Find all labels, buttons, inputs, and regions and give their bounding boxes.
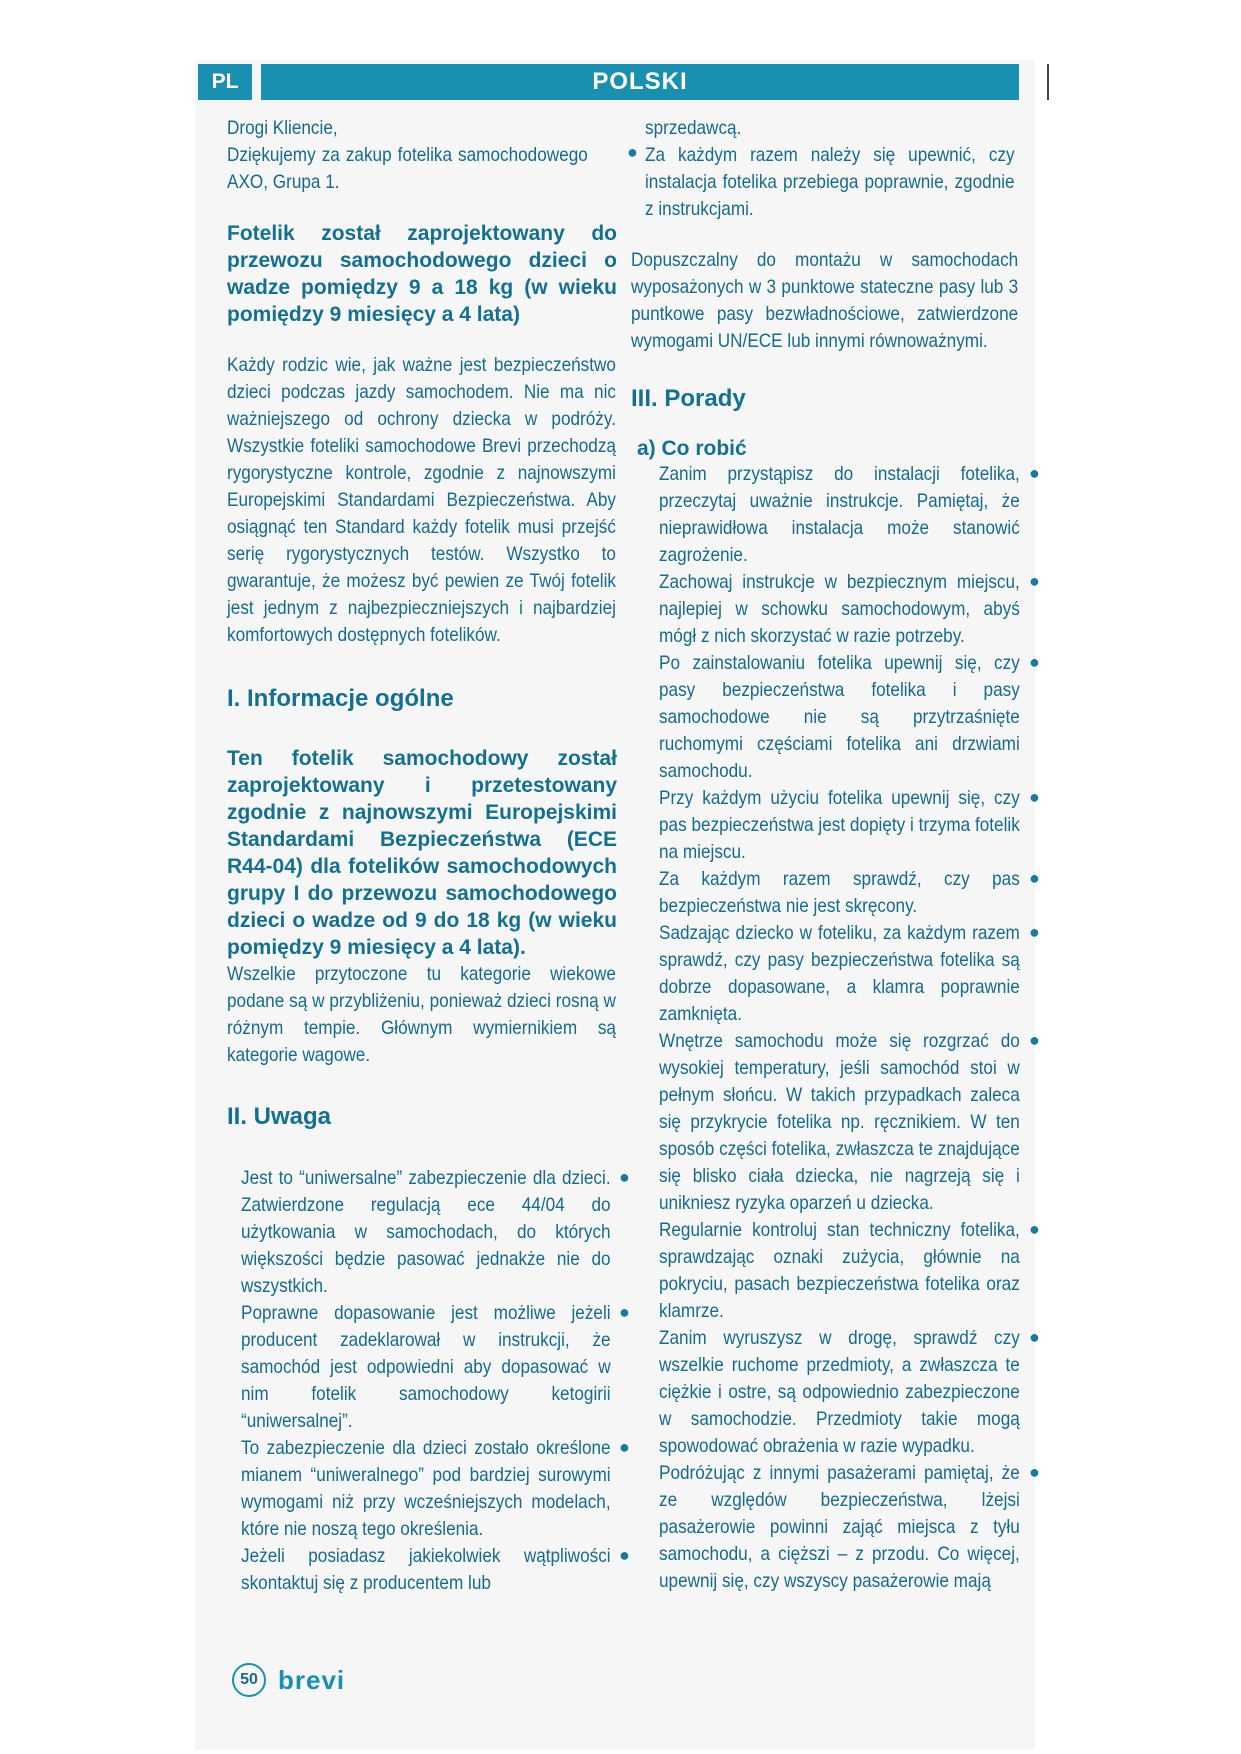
bullet-icon: ● bbox=[1029, 1327, 1040, 1347]
bullet-icon: ● bbox=[1029, 1030, 1040, 1050]
page-footer bbox=[232, 1663, 345, 1697]
greeting: Drogi Kliencie, bbox=[227, 117, 338, 139]
list-item: ● Przy każdym użyciu fotelika upewnij się, czy pas bezpieczeństwa jest dopięty i trzyma fotelik na miejscu. bbox=[659, 787, 1040, 863]
bullet-icon: ● bbox=[1029, 1219, 1040, 1239]
approval-paragraph: Dopuszczalny do montażu w samochodach wyposażonych w 3 punktowe stateczne pasy lub 3 puntkowe pasy bezwładnościowe, zatwierdzone wymogami UN/ECE lub innymi równoważnymi. bbox=[631, 249, 1019, 352]
bullet-icon: ● bbox=[1029, 922, 1040, 942]
page-number: 50 bbox=[232, 1663, 266, 1697]
list-item: ● Poprawne dopasowanie jest możliwe jeżeli producent zadeklarował w instrukcji, że samochód jest odpowiedni aby dopasować w nim fotelik samochodowy ketogirii “uniwersalnej”. bbox=[241, 1302, 630, 1432]
list-item: ● To zabezpieczenie dla dzieci zostało określone mianem “uniweralnego” pod bardziej surowymi wymogami niż przy wcześniejszych modelach, które nie noszą tego określenia. bbox=[241, 1437, 630, 1540]
subsection-a-title: a) Co robić bbox=[637, 437, 747, 460]
bullet-icon: ● bbox=[1029, 868, 1040, 888]
list-item: ● Za każdym razem należy się upewnić, czy instalacja fotelika przebiega poprawnie, zgodnie z instrukcjami. bbox=[627, 142, 1015, 220]
section-1-bold-text: Ten fotelik samochodowy został zaprojektowany i przetestowany zgodnie z najnowszymi Europejskimi Standardami Bezpieczeństwa (ECE R44-04) dla fotelików samochodowych grupy I do przewozu samochodowego dzieci o wadze od 9 do 18 kg (w wieku pomiędzy 9 miesięcy a 4 lata). bbox=[227, 747, 617, 959]
right-column bbox=[627, 115, 1040, 1595]
list-item: ● Zanim wyruszysz w drogę, sprawdź czy wszelkie ruchome przedmioty, a zwłaszcza te ciężkie i ostre, są odpowiednio zabezpieczone w samochodzie. Przedmioty takie mogą spowodować obrażenia w razie wypadku. bbox=[659, 1327, 1040, 1457]
section-2-title: II. Uwaga bbox=[227, 1103, 332, 1130]
bullet-icon: ● bbox=[1029, 652, 1040, 672]
bullet-icon: ● bbox=[619, 1167, 630, 1187]
list-item: ● Podróżując z innymi pasażerami pamiętaj, że ze względów bezpieczeństwa, lżejsi pasażerowie powinni zająć miejsca z tyłu samochodu, a cięższi – z przodu. Co więcej, upewnij się, czy wszyscy pasażerowie mają bbox=[659, 1462, 1040, 1592]
bullet-icon: ● bbox=[1029, 571, 1040, 591]
thanks-text: Dziękujemy za zakup fotelika samochodowego AXO, Grupa 1. bbox=[227, 144, 588, 193]
bullet-icon: ● bbox=[619, 1302, 630, 1322]
list-item: ● Zanim przystąpisz do instalacji fotelika, przeczytaj uważnie instrukcje. Pamiętaj, że nieprawidłowa instalacja może stanowić zagrożenie. bbox=[659, 463, 1040, 566]
list-item: ● Jeżeli posiadasz jakiekolwiek wątpliwości skontaktuj się z producentem lub bbox=[241, 1545, 630, 1594]
margin-rule bbox=[1047, 64, 1049, 100]
continued-text: sprzedawcą. bbox=[645, 117, 742, 139]
lead-statement: Fotelik został zaprojektowany do przewozu samochodowego dzieci o wadze pomiędzy 9 a 18 kg (w wieku pomiędzy 9 miesięcy a 4 lata) bbox=[227, 222, 617, 326]
left-column bbox=[227, 115, 630, 1597]
bullet-icon: ● bbox=[1029, 463, 1040, 483]
list-item: ● Sadzając dziecko w foteliku, za każdym razem sprawdź, czy pasy bezpieczeństwa fotelika są dobrze dopasowane, a klamra poprawnie zamknięta. bbox=[659, 922, 1040, 1025]
bullet-icon: ● bbox=[619, 1437, 630, 1457]
bullet-icon: ● bbox=[619, 1545, 630, 1565]
intro-paragraph: Każdy rodzic wie, jak ważne jest bezpieczeństwo dzieci podczas jazdy samochodem. Nie ma nic ważniejszego od ochrony dziecka w podróży. Wszystkie foteliki samochodowe Brevi przechodzą rygorystyczne kontrole, zgodnie z najnowszymi Europejskimi Standardami Bezpieczeństwa. Aby osiągnąć ten Standard każdy fotelik musi przejść serię rygorystycznych testów. Wszystko to gwarantuje, że możesz być pewien ze Twój fotelik jest jednym z najbezpieczniejszych i najbardziej komfortowych dostępnych fotelików. bbox=[227, 354, 616, 646]
bullet-icon: ● bbox=[1029, 1462, 1040, 1482]
brand-logo: brevi bbox=[278, 1664, 346, 1695]
list-item: ● Za każdym razem sprawdź, czy pas bezpieczeństwa nie jest skręcony. bbox=[659, 868, 1040, 917]
language-title-bar: POLSKI bbox=[261, 64, 1019, 100]
list-item: ● Wnętrze samochodu może się rozgrzać do wysokiej temperatury, jeśli samochód stoi w pełnym słońcu. W takich przypadkach zaleca się przykrycie fotelika np. ręcznikiem. W ten sposób części fotelika, zwłaszcza te znajdujące się blisko ciała dziecka, nie nagrzeją się i unikniesz ryzyka oparzeń u dziecka. bbox=[659, 1030, 1040, 1214]
section-3-title: III. Porady bbox=[631, 385, 746, 412]
bullet-icon: ● bbox=[1029, 787, 1040, 807]
list-item: ● Regularnie kontroluj stan techniczny fotelika, sprawdzając oznaki zużycia, głównie na pokryciu, pasach bezpieczeństwa fotelika oraz klamrze. bbox=[659, 1219, 1040, 1322]
list-item: ● Zachowaj instrukcje w bezpiecznym miejscu, najlepiej w schowku samochodowym, abyś mógł z nich skorzystać w razie potrzeby. bbox=[659, 571, 1040, 647]
list-item: ● Po zainstalowaniu fotelika upewnij się, czy pasy bezpieczeństwa fotelika i pasy samochodowe nie są przytrzaśnięte ruchomymi częściami fotelika ani drzwiami samochodu. bbox=[659, 652, 1040, 782]
bullet-icon: ● bbox=[627, 142, 638, 162]
language-code-tab: PL bbox=[198, 64, 252, 100]
section-1-text: Wszelkie przytoczone tu kategorie wiekowe podane są w przybliżeniu, ponieważ dzieci rosną w różnym tempie. Głównym wymiernikiem są kategorie wagowe. bbox=[227, 963, 616, 1066]
list-item: ● Jest to “uniwersalne” zabezpieczenie dla dzieci. Zatwierdzone regulacją ece 44/04 do użytkowania w samochodach, do których większości będzie pasować jednakże nie do wszystkich. bbox=[241, 1167, 630, 1297]
section-1-title: I. Informacje ogólne bbox=[227, 685, 454, 712]
